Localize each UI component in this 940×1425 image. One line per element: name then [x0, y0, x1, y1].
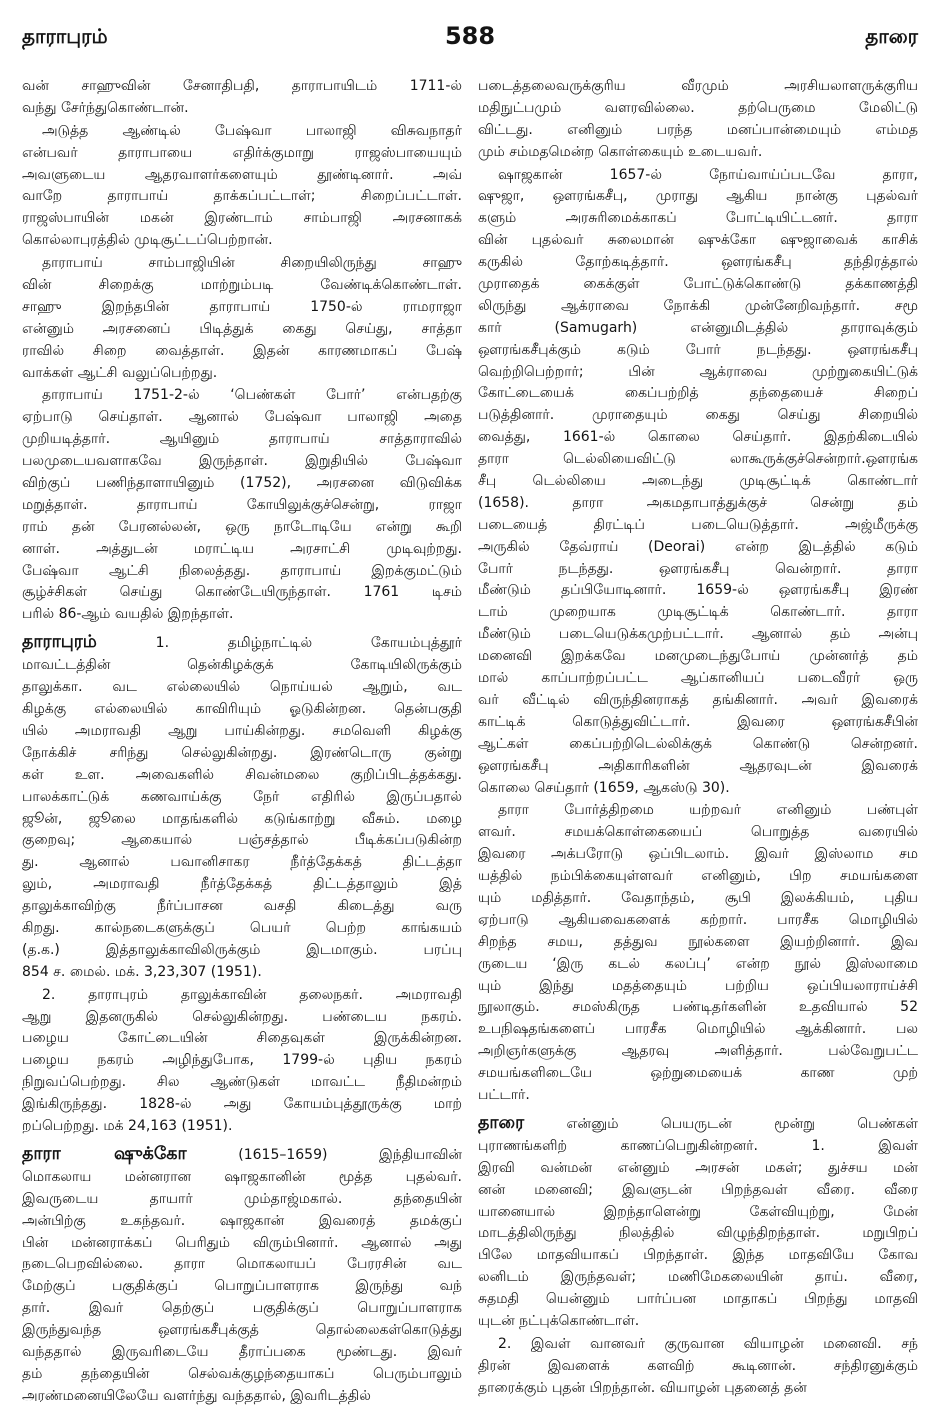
text-line: தாரா டெல்லியைவிட்டு லாகூருக்குச்சென்றார்.ஔரங்க	[478, 451, 918, 468]
text-line: சமயங்களிடையே ஒற்றுமையைக் காண முற்	[478, 1065, 918, 1082]
text-line: மனைவி இறக்கவே மனமுடைந்துபோய் முன்னர்த் தம்	[478, 648, 918, 665]
text-line: 2. தாராபுரம் தாலுக்காவின் தலைநகர். அமராவதி	[42, 986, 462, 1003]
text-line: என்பவர் தாராபாயை எதிர்க்குமாறு ராஜஸ்பாயையும்	[22, 144, 462, 161]
text-line: மும் சம்மதமென்ற கொள்கையும் உடையவர்.	[478, 143, 763, 160]
text-line: னன் மனைவி; இவளுடன் பிறந்தவள் வீரை. வீரை	[478, 1181, 918, 1198]
text-line: மறுத்தாள். தாராபாய் கோயிலுக்குச்சென்று, ராஜா	[22, 496, 462, 513]
text-line: ஆறு இதனருகில் செல்லுகின்றது. பண்டைய நகரம்.	[22, 1008, 462, 1025]
text-line: வாறே தாராபாய் தாக்கப்பட்டாள்; சிறைப்பட்டாள்.	[22, 188, 462, 205]
paragraph	[478, 1334, 918, 1400]
right-text-column	[478, 75, 918, 1400]
text-line: களும் அரசுரிமைக்காகப் போட்டியிட்டனர். தாரா	[478, 210, 918, 227]
text-line: மொகலாய மன்னரான ஷாஜகானின் மூத்த புதல்வர்.	[22, 1168, 462, 1185]
text-line: பிலே மாதவியாகப் பிறந்தாள். இந்த மாதவியே கோவ	[478, 1247, 918, 1264]
text-line: இங்கிருந்தது. 1828-ல் அது கோயம்புத்தூருக்கு மாற்	[22, 1096, 462, 1113]
text-line: (1658). தாரா அகமதாபாத்துக்குச் சென்று தம்	[478, 494, 918, 511]
text-line: சிறந்த சமய, தத்துவ நூல்களை இயற்றினார். இவ	[478, 933, 918, 950]
text-line: கருகில் தோற்கடித்தார். ஔரங்கசீபு தந்திரத்தால்	[478, 254, 918, 271]
text-line: இவரை அக்பரோடு ஒப்பிடலாம். இவர் இஸ்லாம சம	[478, 846, 918, 863]
text-line: சாஹு இறந்தபின் தாராபாய் 1750-ல் ராமராஜா	[22, 298, 462, 315]
text-line: பரில் 86-ஆம் வயதில் இறந்தாள்.	[22, 606, 234, 623]
entry-headword: தாரை	[478, 1112, 525, 1133]
text-line: தாலுக்கா. வட எல்லையில் நொய்யல் ஆறும், வட	[22, 679, 462, 696]
text-line: அறிஞர்களுக்கு ஆதரவு அளித்தார். பல்வேறுபட்ட	[478, 1043, 918, 1060]
text-line: வின் சிறைக்கு மாற்றும்படி வேண்டிக்கொண்டாள்.	[22, 277, 462, 294]
text-line: கோட்டையைக் கைப்பற்றித் தந்தையைச் சிறைப்	[478, 385, 918, 402]
entry-headword: தாரா ஷுக்கோ	[22, 1143, 187, 1164]
text-line: அன்பிற்கு உகந்தவர். ஷாஜகான் இவரைத் தமக்குப்	[22, 1212, 462, 1229]
text-line: குறைவு; ஆகையால் பஞ்சத்தால் பீடிக்கப்படுகின்ற	[22, 832, 462, 849]
paragraph	[478, 76, 918, 164]
paragraph	[22, 985, 462, 1138]
text-line: கார் (Samugarh) என்னுமிடத்தில் தாராவுக்கும்	[478, 319, 918, 336]
text-line: தாரைக்கும் புதன் பிறந்தான். வியாழன் புதனைத் தன்	[478, 1379, 807, 1396]
text-line: ஷுஜா, ஔரங்கசீபு, முராது ஆகிய நான்கு புதல்வர்	[478, 188, 918, 205]
text-line: முராதைக் கைக்குள் போட்டுக்கொண்டு தக்காணத்தி	[478, 276, 918, 293]
text-line: இவருடைய தாயார் மும்தாஜ்மகால். தந்தையின்	[22, 1190, 462, 1207]
text-line: ஔரங்கசீபுக்கும் கடும் போர் நடந்தது. ஔரங்கசீபு	[478, 341, 918, 358]
text-line: அருகில் தேவ்ராய் (Deorai) என்ற இடத்தில் கடும்	[478, 538, 918, 555]
text-line: (த.க.) இத்தாலுக்காவிலிருக்கும் இடமாகும். பரப்பு	[22, 941, 462, 958]
paragraph	[22, 385, 462, 626]
text-line	[22, 1142, 462, 1167]
text-line: ராம் தன் பேரனல்லன், ஒரு நாடோடியே என்று கூறி	[22, 518, 462, 535]
text-line: நடைபெறவில்லை. தாரா மொகலாயப் பேரரசின் வட	[22, 1256, 462, 1273]
text-line: யும் மதித்தார். வேதாந்தம், சூபி இலக்கியம், புதிய	[478, 889, 918, 906]
text-line: என்னும் அரசனைப் பிடித்துக் கைது செய்து, சாத்தா	[22, 320, 462, 337]
left-text-column	[22, 75, 462, 1408]
paragraph	[478, 800, 918, 1106]
page-number: 588	[444, 22, 496, 50]
entry-paragraph	[22, 1142, 462, 1408]
text-line: பேஷ்வா ஆட்சி நிலைத்தது. தாராபாய் இறக்குமட்டும்	[22, 562, 462, 579]
text-line: மாவட்டத்தின் தென்கிழக்குக் கோடியிலிருக்கும்	[22, 657, 462, 674]
text-line: து. ஆனால் பவானிசாகர நீர்த்தேக்கத் திட்டத்தா	[22, 854, 462, 871]
text-line: போர் நடந்தது. ஔரங்கசீபு வென்றார். தாரா	[478, 560, 918, 577]
text-line: ஜூன், ஜூலை மாதங்களில் கடுங்காற்று வீசும். மழை	[22, 810, 462, 827]
text-line: அரண்மனையிலேயே வளர்ந்து வந்ததால், இவரிடத்தில்	[22, 1387, 371, 1404]
text-line: காட்டிக் கொடுத்துவிட்டார். இவரை ஔரங்கசீபின்	[478, 713, 918, 730]
text-line: திரன் இவளைக் களவிற் கூடினான். சந்திரனுக்கும்	[478, 1357, 918, 1374]
text-line: பட்டார்.	[478, 1086, 530, 1103]
text-line: அவளுடைய ஆதரவாளர்களையும் தூண்டினார். அவ்	[22, 166, 462, 183]
line-text: என்னும் பெயருடன் மூன்று பெண்கள்	[566, 1115, 918, 1132]
text-line: விற்குப் பணிந்தாளாயினும் (1752), அரசனை விடுவிக்க	[22, 475, 462, 492]
text-line: மீண்டும் படையெடுக்கமுற்பட்டார். ஆனால் தம் அன்பு	[478, 626, 918, 643]
text-line: நோக்கிச் சரிந்து செல்லுகின்றது. இரண்டொரு குன்று	[22, 744, 462, 761]
text-line: கள் உள. அவைகளில் சிவன்மலை குறிப்பிடத்தக்கது.	[22, 766, 462, 783]
text-line: படுத்தினார். முராதையும் கைது செய்து சிறையில்	[478, 407, 918, 424]
paragraph	[478, 165, 918, 800]
text-line: மால் காப்பாற்றப்பட்ட ஆப்கானியப் படைவீரர் ஒரு	[478, 670, 918, 687]
text-line: உபநிஷதங்களைப் பாரசீக மொழியில் ஆக்கினார். பல	[478, 1021, 918, 1038]
text-line: இருந்துவந்த ஔரங்கசீபுக்குத் தொல்லைகள்கொடுத்து	[22, 1322, 462, 1339]
text-line: கிறது. கால்நடைகளுக்குப் பெயர் பெற்ற காங்கயம்	[22, 919, 462, 936]
text-line: வர் வீட்டில் விருந்தினராகத் தங்கினார். அவர் இவரைக்	[478, 691, 918, 708]
text-line: வைத்து, 1661-ல் கொலை செய்தார். இதற்கிடையில்	[478, 429, 918, 446]
text-line: டாம் முறையாக முடிசூட்டிக் கொண்டார். தாரா	[478, 604, 918, 621]
text-line: ராஜஸ்பாயின் மகன் இரண்டாம் சாம்பாஜி அரசனாகக்	[22, 210, 462, 227]
text-line: தாரா போர்த்திறமை யற்றவர் எனினும் பண்புள்	[498, 802, 918, 819]
text-line: ளவர். சமயக்கொள்கையைப் பொறுத்த வரையில்	[478, 824, 918, 841]
text-line: தாராபாய் 1751-2-ல் ‘பெண்கள் போர்’ என்பதற்கு	[42, 387, 462, 404]
text-line: அடுத்த ஆண்டில் பேஷ்வா பாலாஜி விசுவநாதர்	[42, 122, 462, 139]
text-line: வந்ததால் இருவரிடையே தீராப்பகை மூண்டது. இவர்	[22, 1343, 462, 1360]
text-line: சீபு டெல்லியை அடைந்து முடிசூட்டிக் கொண்டார்	[478, 473, 918, 490]
text-line: பலமுடையவளாகவே இருந்தாள். இறுதியில் பேஷ்வா	[22, 453, 462, 470]
text-line: வன் சாஹுவின் சேனாதிபதி, தாராபாயிடம் 1711-ல்	[22, 78, 462, 94]
text-line: லும், அமராவதி நீர்த்தேக்கத் திட்டத்தாலும் இத்	[22, 876, 462, 893]
text-line: மீண்டும் தப்பியோடினார். 1659-ல் ஔரங்கசீபு இரண்	[478, 582, 918, 599]
text-line: நிறுவப்பெற்றது. சில ஆண்டுகள் மாவட்ட நீதிமன்றம்	[22, 1074, 462, 1091]
text-line: வின் புதல்வர் சுலைமான் ஷுக்கோ ஷுஜாவைக் காசிக்	[478, 232, 918, 249]
text-line: ராவில் சிறை வைத்தாள். இதன் காரணமாகப் பேஷ்	[22, 342, 462, 359]
text-line: முறியடித்தார். ஆயினும் தாராபாய் சாத்தாராவில்	[22, 431, 462, 448]
text-line: யுடன் நட்புக்கொண்டாள்.	[478, 1312, 640, 1329]
entry-paragraph	[22, 630, 462, 983]
text-line: 854 ச. மைல். மக். 3,23,307 (1951).	[22, 963, 262, 980]
text-line: கிழக்கு எல்லையில் காவிரியும் ஓடுகின்றன. தென்பகுதி	[22, 701, 462, 718]
text-line: னாள். அத்துடன் மராட்டிய அரசாட்சி முடிவுற்றது.	[22, 540, 462, 557]
text-line: 2. இவள் வானவர் குருவான வியாழன் மனைவி. சந்	[498, 1335, 918, 1352]
text-line: மாடத்திலிருந்து நிலத்தில் விழுந்திறந்தாள். மறுபிறப்	[478, 1225, 918, 1242]
text-line: மேற்குப் பகுதிக்குப் பொறுப்பாளராக இருந்து வந்	[22, 1278, 462, 1295]
text-line: பாலக்காட்டுக் கணவாய்க்கு நேர் எதிரில் இருப்பதால்	[22, 788, 462, 805]
text-line: சூழ்ச்சிகள் செய்து கொண்டேயிருந்தாள். 1761 டிசம்	[22, 584, 462, 601]
paragraph	[22, 121, 462, 252]
text-line: படைத்தலைவருக்குரிய வீரமும் அரசியலாளருக்குரிய	[478, 78, 918, 94]
text-line: ருடைய ‘இரு கடல் கலப்பு’ என்ற நூல் இஸ்லாமை	[478, 955, 918, 972]
text-line: பின் மன்னராக்கப் பெரிதும் விரும்பினார். ஆனால் அது	[22, 1234, 462, 1251]
text-line: யானையால் இறந்தாளென்று கேள்வியுற்று, மேன்	[478, 1203, 918, 1220]
text-line: யில் அமராவதி ஆறு பாய்கின்றது. சமவெளி கிழக்கு	[22, 722, 462, 739]
line-text: 1. தமிழ்நாட்டில் கோயம்புத்தூர்	[155, 635, 462, 652]
running-head-right: தாரை	[865, 24, 918, 48]
text-line: ஆட்கள் கைப்பற்றிடெல்லிக்குக் கொண்டு சென்றனர்.	[478, 735, 918, 752]
text-line: வாக்கள் ஆட்சி வலுப்பெற்றது.	[22, 364, 218, 381]
text-line: யத்தில் நம்பிக்கையுள்ளவர் எனினும், பிற சமயங்களை	[478, 868, 918, 885]
text-line: விட்டது. எனினும் பரந்த மனப்பான்மையும் எம்மத	[478, 121, 918, 138]
paragraph	[22, 253, 462, 384]
text-line: றப்பெற்றது. மக் 24,163 (1951).	[22, 1117, 233, 1134]
text-line: ஏற்பாடு ஆகியவைகளைக் கற்றார். பாரசீக மொழியில்	[478, 911, 918, 928]
paragraph	[22, 76, 462, 120]
text-line: ஔரங்கசீபு அதிகாரிகளின் ஆதரவுடன் இவரைக்	[478, 757, 918, 774]
text-line: தார். இவர் தெற்குப் பகுதிக்குப் பொறுப்பாளராக	[22, 1300, 462, 1317]
text-line: தாராபாய் சாம்பாஜியின் சிறையிலிருந்து சாஹு	[42, 255, 462, 272]
text-line: வந்து சேர்ந்துகொண்டான்.	[22, 99, 189, 116]
text-line: வெற்றிபெற்றார்; பின் ஆக்ராவை முற்றுகையிட்டுக்	[478, 363, 918, 380]
entry-paragraph	[478, 1111, 918, 1333]
text-line: ஷாஜகான் 1657-ல் நோய்வாய்ப்படவே தாரா,	[498, 166, 918, 183]
text-line: கொல்லாபுரத்தில் முடிசூட்டப்பெற்றான்.	[22, 232, 273, 249]
text-line: இரவி வன்மன் என்னும் அரசன் மகள்; துச்சய மன்	[478, 1159, 918, 1176]
text-line: ஏற்பாடு செய்தாள். ஆனால் பேஷ்வா பாலாஜி அதை	[22, 409, 462, 426]
text-line: புராணங்களிற் காணப்பெறுகின்றனர். 1. இவள்	[478, 1137, 918, 1154]
text-line: யும் இந்து மதத்தையும் பற்றிய ஒப்பியலாராய்ச்சி	[478, 977, 918, 994]
text-line: சுதமதி யென்னும் பார்ப்பன மாதாகப் பிறந்து மாதவி	[478, 1291, 918, 1308]
text-line	[478, 1111, 918, 1136]
text-line: பழைய நகரம் அழிந்துபோக, 1799-ல் புதிய நகரம்	[22, 1052, 462, 1069]
text-line: கொலை செய்தார் (1659, ஆகஸ்டு 30).	[478, 779, 730, 796]
running-head-left: தாராபுரம்	[22, 24, 108, 48]
text-line: படையைத் திரட்டிப் படையெடுத்தார். அஜ்மீருக்கு	[478, 516, 918, 533]
text-line: நூலாகும். சமஸ்கிருத பண்டிதர்களின் உதவியால் 52	[478, 999, 918, 1016]
line-text: (1615–1659) இந்தியாவின்	[238, 1146, 462, 1163]
text-line: தம் தந்தையின் செல்வக்குழந்தையாகப் பெரும்பாலும்	[22, 1365, 462, 1382]
text-line: தாலுக்காவிற்கு நீர்ப்பாசன வசதி கிடைத்து வரு	[22, 898, 462, 915]
text-line: லிருந்து ஆக்ராவை நோக்கி முன்னேறிவந்தார். சமூ	[478, 297, 918, 314]
text-line: மதிநுட்பமும் வளரவில்லை. தற்பெருமை மேலிட்டு	[478, 99, 918, 116]
text-line: பழைய கோட்டையின் சிதைவுகள் இருக்கின்றன.	[22, 1030, 462, 1047]
text-line: லனிடம் இருந்தவள்; மணிமேகலையின் தாய். வீரை,	[478, 1269, 918, 1286]
text-line	[22, 630, 462, 655]
entry-headword: தாராபுரம்	[22, 632, 97, 653]
